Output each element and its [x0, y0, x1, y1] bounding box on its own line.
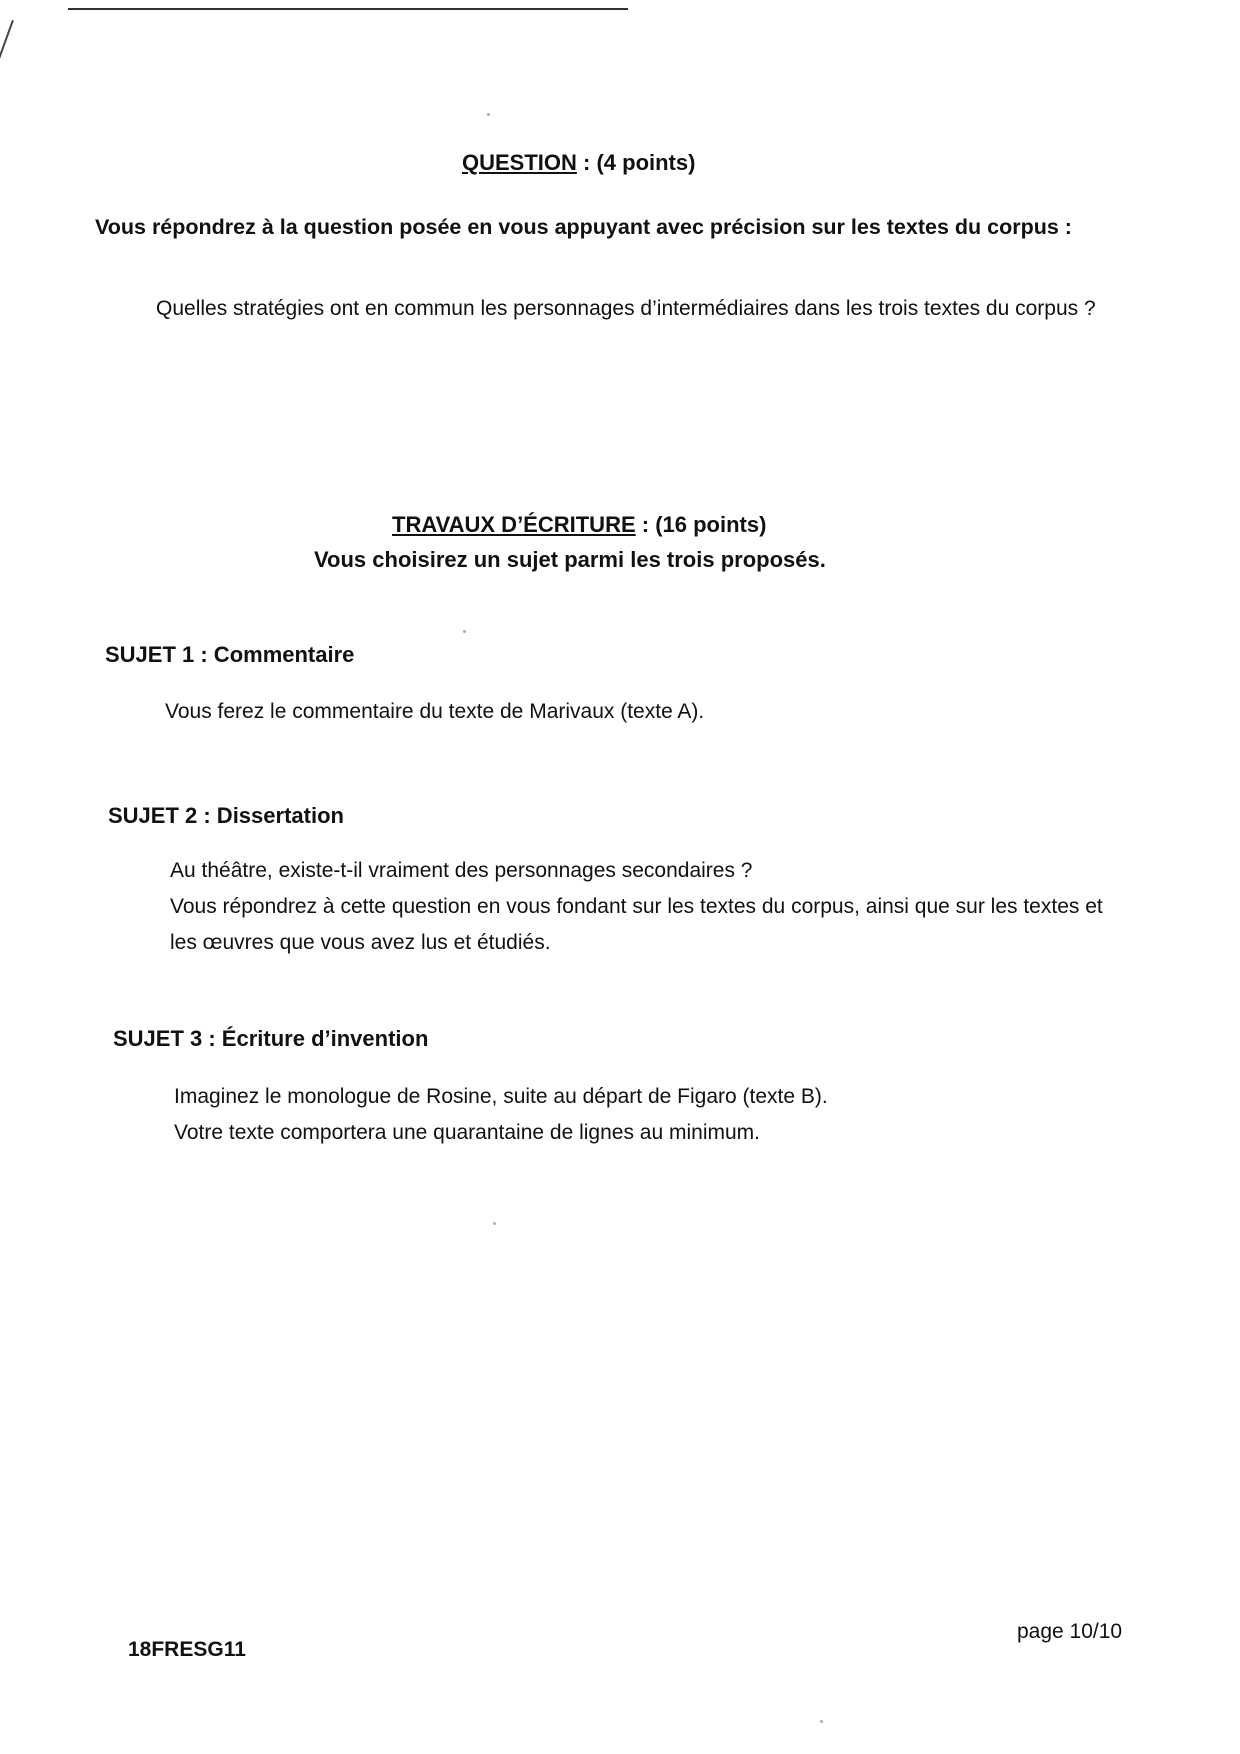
sujet-1-line-1: Vous ferez le commentaire du texte de Marivaux (texte A).	[165, 700, 705, 723]
question-heading	[462, 150, 695, 176]
sujet-3-line-2: Votre texte comportera une quarantaine de lignes au minimum.	[174, 1121, 761, 1144]
travaux-subtitle: Vous choisirez un sujet parmi les trois proposés.	[314, 547, 826, 572]
sujet-2-line-1: Au théâtre, existe-t-il vraiment des personnages secondaires ?	[170, 859, 753, 882]
travaux-label: TRAVAUX D’ÉCRITURE	[392, 512, 636, 537]
page-number: page 10/10	[1017, 1620, 1123, 1643]
question-points: : (4 points)	[576, 150, 696, 175]
question-instruction: Vous répondrez à la question posée en vous appuyant avec précision sur les textes du corpus :	[95, 215, 1072, 239]
travaux-points: : (16 points)	[635, 512, 767, 537]
question-prompt: Quelles stratégies ont en commun les personnages d’intermédiaires dans les trois textes du corpus ?	[156, 297, 1096, 320]
travaux-heading	[392, 512, 766, 538]
scan-speck	[820, 1720, 823, 1723]
question-label: QUESTION	[462, 150, 577, 175]
sujet-3-line-1: Imaginez le monologue de Rosine, suite au départ de Figaro (texte B).	[174, 1085, 828, 1108]
scan-edge-line	[68, 8, 628, 10]
scan-speck	[493, 1222, 496, 1225]
sujet-1-title: SUJET 1 : Commentaire	[105, 642, 355, 667]
scan-edge-line	[0, 20, 14, 162]
sujet-2-title: SUJET 2 : Dissertation	[108, 803, 344, 828]
sujet-3-title: SUJET 3 : Écriture d’invention	[113, 1026, 429, 1051]
document-code: 18FRESG11	[128, 1638, 246, 1661]
sujet-2-line-2: Vous répondrez à cette question en vous fondant sur les textes du corpus, ainsi que sur les textes et les œuvres que vous avez lus et étudiés.	[170, 895, 1103, 954]
scan-speck	[463, 630, 466, 633]
scan-speck	[487, 113, 490, 116]
